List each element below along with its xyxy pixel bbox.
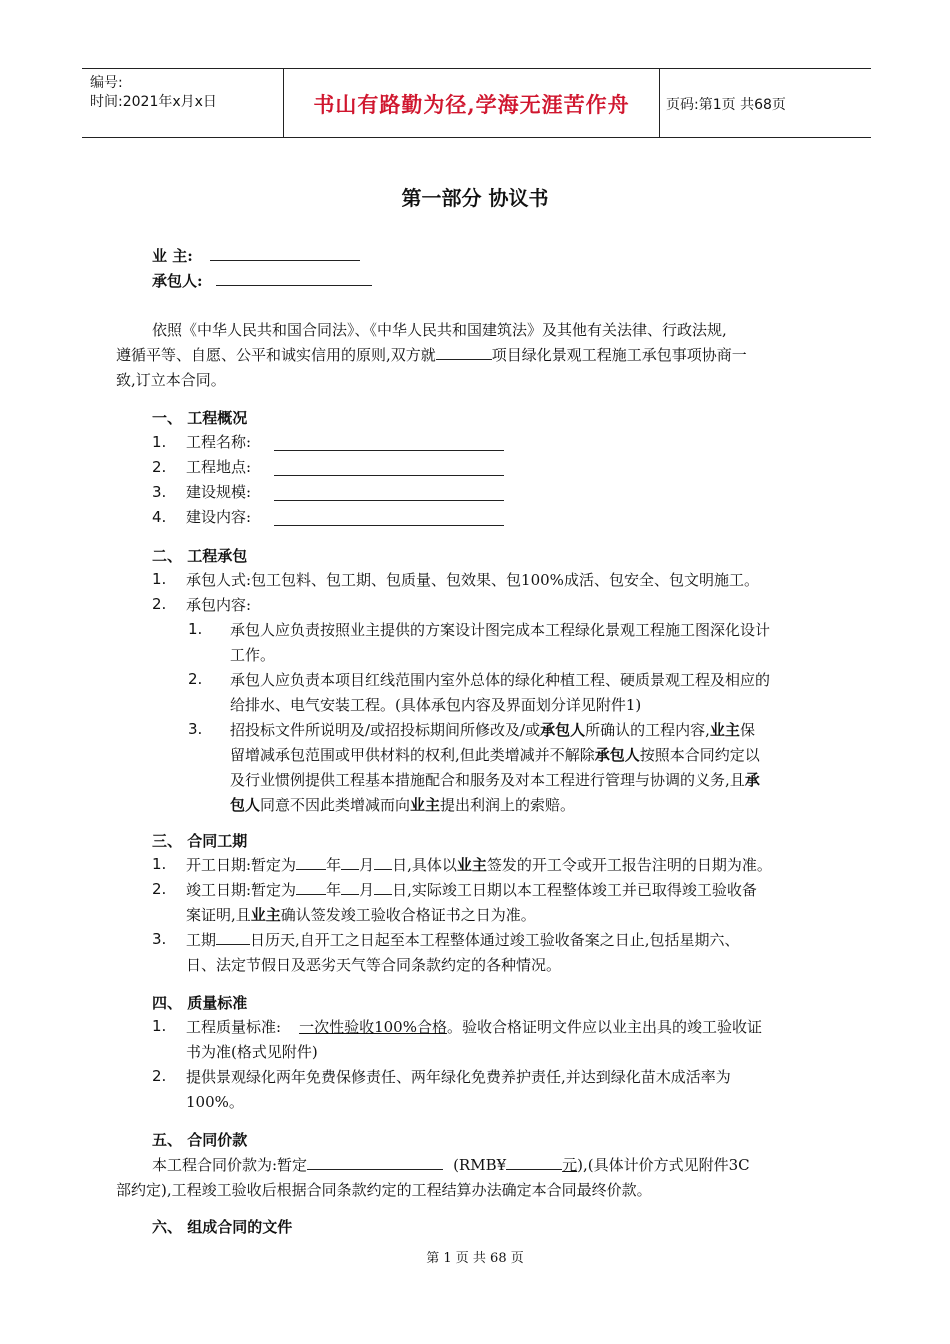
s3-item3-line-1 xyxy=(186,929,740,950)
s4-item1-line-1 xyxy=(186,1016,762,1037)
s5-line-1 xyxy=(152,1154,750,1175)
s4-item1-number: 1. xyxy=(152,1017,167,1035)
text-run: 所确认的工程内容, xyxy=(585,721,710,739)
item-number: 3. xyxy=(152,483,167,501)
s5-line-2: 部约定),工程竣工验收后根据合同条款约定的工程结算办法确定本合同最终价款。 xyxy=(116,1181,652,1199)
s2-sub3-line-4 xyxy=(230,794,575,815)
page-title: 第一部分 协议书 xyxy=(401,186,549,210)
bold-run: 业主 xyxy=(709,721,740,739)
s2-sub3-line-1 xyxy=(230,719,755,740)
text-run: 开工日期:暂定为 xyxy=(186,856,297,874)
year-blank xyxy=(296,855,326,870)
text-run: 提出利润上的索赔。 xyxy=(440,796,576,814)
bold-run: 承包人 xyxy=(594,746,640,764)
project-blank xyxy=(436,345,492,360)
overview-item-4 xyxy=(152,507,252,526)
section-5-heading: 五、 合同价款 xyxy=(152,1131,248,1149)
text-run: 留增减承包范围或甲供材料的权利,但此类增减并不解除 xyxy=(230,746,595,764)
bold-run: 业主 xyxy=(250,906,281,924)
section-4-heading: 四、 质量标准 xyxy=(152,994,248,1012)
item-label: 工程名称: xyxy=(186,433,252,451)
preamble-line-3: 致,订立本合同。 xyxy=(116,371,226,389)
price-blank xyxy=(307,1155,443,1170)
header-center-cell xyxy=(284,69,660,137)
rmb-blank xyxy=(506,1155,562,1170)
item-blank xyxy=(274,436,504,451)
s3-item3-line-2: 日、法定节假日及恶劣天气等合同条款约定的各种情况。 xyxy=(186,956,562,974)
s4-item2-line-2: 100%。 xyxy=(186,1093,244,1111)
contractor-line xyxy=(152,270,372,291)
preamble-line-2 xyxy=(116,343,747,368)
header-right-cell xyxy=(660,69,871,137)
s2-sub3-number: 3. xyxy=(188,720,203,738)
s3-item3-number: 3. xyxy=(152,930,167,948)
s3-item2-line-1 xyxy=(186,879,757,900)
text-run: 同意不因此类增减而向 xyxy=(260,796,411,814)
text-run: 工程质量标准: xyxy=(186,1018,282,1036)
month-blank xyxy=(341,880,359,895)
text-run: 招投标文件所说明及/或招投标期间所修改及/或 xyxy=(230,721,541,739)
bold-run: 业主 xyxy=(456,856,487,874)
s3-item2-number: 2. xyxy=(152,880,167,898)
s2-sub2-number: 2. xyxy=(188,670,203,688)
text-run: 日,具体以 xyxy=(392,856,457,874)
overview-item-3 xyxy=(152,482,252,501)
item-label: 建设规模: xyxy=(186,483,252,501)
s2-item1-text: 承包人式:包工包料、包工期、包质量、包效果、包100%成活、包安全、包文明施工。 xyxy=(186,571,759,589)
header-left-cell xyxy=(82,69,284,137)
item-label: 建设内容: xyxy=(186,508,252,526)
text-run: 确认签发竣工验收合格证书之日为准。 xyxy=(280,906,536,924)
section-2-heading: 二、 工程承包 xyxy=(152,547,248,565)
s2-item2-number: 2. xyxy=(152,595,167,613)
date-label: 时间:2021年x月x日 xyxy=(90,94,217,110)
item-blank xyxy=(274,511,504,526)
overview-item-2 xyxy=(152,457,252,476)
text-run: 按照本合同约定以 xyxy=(639,746,760,764)
text-run: 日,实际竣工日期以本工程整体竣工并已取得竣工验收备 xyxy=(392,881,757,899)
text-run: 日历天,自开工之日起至本工程整体通过竣工验收备案之日止,包括星期六、 xyxy=(250,931,740,949)
duration-blank xyxy=(216,930,250,945)
contractor-blank xyxy=(216,271,372,286)
item-label: 工程地点: xyxy=(186,458,252,476)
bold-run: 承 xyxy=(744,771,760,789)
section-3-heading: 三、 合同工期 xyxy=(152,832,248,850)
section-1-heading: 一、 工程概况 xyxy=(152,409,248,427)
document-header xyxy=(82,68,871,138)
bold-run: 包人 xyxy=(230,796,261,814)
text-run: 本工程合同价款为:暂定 xyxy=(152,1156,308,1174)
s2-sub2-line-2: 给排水、电气安装工程。(具体承包内容及界面划分详见附件1) xyxy=(230,696,642,714)
serial-label: 编号: xyxy=(90,75,123,91)
s4-item1-line-2: 书为准(格式见附件) xyxy=(186,1043,318,1061)
text-run: 保 xyxy=(739,721,755,739)
text-run: 竣工日期:暂定为 xyxy=(186,881,297,899)
text-run: 年 xyxy=(326,881,342,899)
text-run: 工期 xyxy=(186,931,217,949)
owner-line xyxy=(152,245,360,266)
text-run: 签发的开工令或开工报告注明的日期为准。 xyxy=(486,856,772,874)
s3-item2-line-2 xyxy=(186,904,536,925)
s2-sub1-line-1: 承包人应负责按照业主提供的方案设计图完成本工程绿化景观工程施工图深化设计 xyxy=(230,621,771,639)
item-number: 1. xyxy=(152,433,167,451)
bold-run: 业主 xyxy=(410,796,441,814)
text-run: 月 xyxy=(359,881,375,899)
preamble-text-b: 项目绿化景观工程施工承包事项协商一 xyxy=(491,346,747,364)
year-blank xyxy=(296,880,326,895)
s2-sub3-line-2 xyxy=(230,744,760,765)
motto: 书山有路勤为径,学海无涯苦作舟 xyxy=(313,92,630,117)
s4-item2-number: 2. xyxy=(152,1067,167,1085)
s2-sub3-line-3 xyxy=(230,769,760,790)
owner-blank xyxy=(210,246,360,261)
contractor-label: 承包人: xyxy=(152,272,203,290)
preamble-line-1: 依照《中华人民共和国合同法》、《中华人民共和国建筑法》及其他有关法律、行政法规, xyxy=(152,321,727,339)
item-blank xyxy=(274,486,504,501)
page-info: 页码:第1页 共68页 xyxy=(666,97,786,113)
text-run: 月 xyxy=(359,856,375,874)
s3-item1-number: 1. xyxy=(152,855,167,873)
text-run: (RMB¥ xyxy=(453,1156,507,1174)
overview-item-1 xyxy=(152,432,252,451)
item-number: 2. xyxy=(152,458,167,476)
s2-item2-text: 承包内容: xyxy=(186,596,252,614)
section-6-heading: 六、 组成合同的文件 xyxy=(152,1218,293,1236)
item-number: 4. xyxy=(152,508,167,526)
s3-item1-text xyxy=(186,854,772,875)
text-run: 年 xyxy=(326,856,342,874)
item-blank xyxy=(274,461,504,476)
text-run: 及行业惯例提供工程基本措施配合和服务及对本工程进行管理与协调的义务,且 xyxy=(230,771,745,789)
day-blank xyxy=(374,880,392,895)
s2-sub2-line-1: 承包人应负责本项目红线范围内室外总体的绿化种植工程、硬质景观工程及相应的 xyxy=(230,671,771,689)
text-run: ),(具体计价方式见附件3C xyxy=(577,1156,750,1174)
s2-item1-number: 1. xyxy=(152,570,167,588)
currency-unit: 元 xyxy=(562,1156,578,1174)
s2-sub1-number: 1. xyxy=(188,620,203,638)
preamble-text-a: 遵循平等、自愿、公平和诚实信用的原则,双方就 xyxy=(116,346,436,364)
owner-label: 业 主: xyxy=(152,247,193,265)
page-footer: 第 1 页 共 68 页 xyxy=(426,1251,524,1266)
day-blank xyxy=(374,855,392,870)
s2-sub1-line-2: 工作。 xyxy=(230,646,276,664)
bold-run: 承包人 xyxy=(540,721,586,739)
text-run: 案证明,且 xyxy=(186,906,251,924)
quality-standard-value: 一次性验收100%合格 xyxy=(299,1018,447,1036)
text-run: 。验收合格证明文件应以业主出具的竣工验收证 xyxy=(446,1018,762,1036)
s4-item2-line-1: 提供景观绿化两年免费保修责任、两年绿化免费养护责任,并达到绿化苗木成活率为 xyxy=(186,1068,731,1086)
month-blank xyxy=(341,855,359,870)
